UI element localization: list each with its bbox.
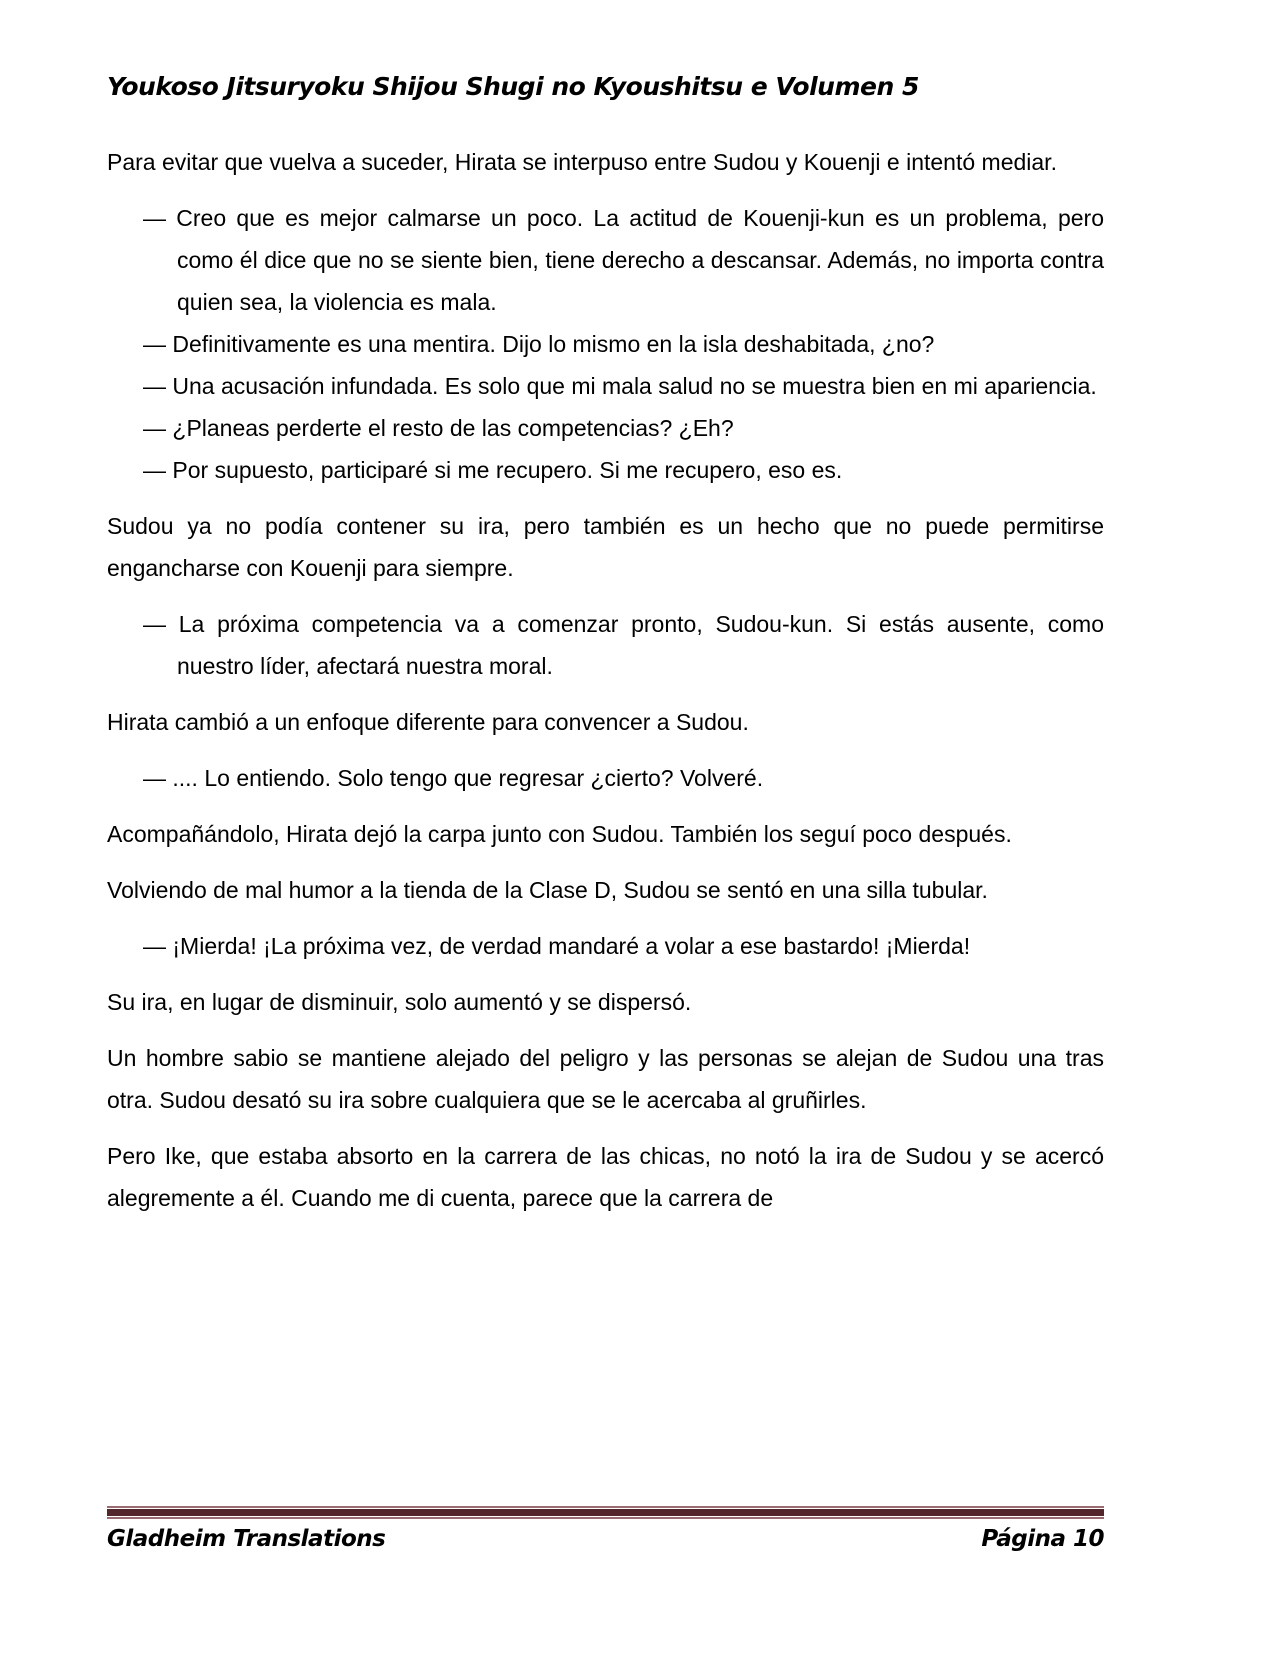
dialogue-line: — Creo que es mejor calmarse un poco. La actitud de Kouenji-kun es un problema, pero como él dice que no se siente bien, tiene derecho a descansar. Además, no importa contra quien sea, la violencia es mala. <box>143 205 1104 315</box>
dialogue-line: — Definitivamente es una mentira. Dijo lo mismo en la isla deshabitada, ¿no? <box>143 331 935 357</box>
paragraph: Volviendo de mal humor a la tienda de la Clase D, Sudou se sentó en una silla tubular. <box>107 877 988 903</box>
dialogue-line: — Una acusación infundada. Es solo que mi mala salud no se muestra bien en mi apariencia. <box>143 373 1097 399</box>
footer-page-number: Página 10 <box>981 1526 1104 1552</box>
paragraph: Pero Ike, que estaba absorto en la carrera de las chicas, no notó la ira de Sudou y se acercó alegremente a él. Cuando me di cuenta, parece que la carrera de <box>107 1143 1104 1211</box>
dialogue-group <box>107 757 1104 799</box>
dialogue-line: — Por supuesto, participaré si me recupero. Si me recupero, eso es. <box>143 457 843 483</box>
footer-rule <box>107 1506 1104 1519</box>
paragraph: Un hombre sabio se mantiene alejado del peligro y las personas se alejan de Sudou una tras otra. Sudou desató su ira sobre cualquiera que se le acercaba al gruñirles. <box>107 1045 1104 1113</box>
paragraph: Para evitar que vuelva a suceder, Hirata se interpuso entre Sudou y Kouenji e intentó mediar. <box>107 149 1057 175</box>
body-content <box>107 141 1104 1219</box>
page-footer <box>107 1506 1104 1552</box>
paragraph: Sudou ya no podía contener su ira, pero también es un hecho que no puede permitirse engancharse con Kouenji para siempre. <box>107 513 1104 581</box>
dialogue-line: — La próxima competencia va a comenzar pronto, Sudou-kun. Si estás ausente, como nuestro líder, afectará nuestra moral. <box>143 611 1104 679</box>
footer-translator: Gladheim Translations <box>107 1526 386 1552</box>
page-title: Youkoso Jitsuryoku Shijou Shugi no Kyoushitsu e Volumen 5 <box>107 72 919 101</box>
paragraph: Hirata cambió a un enfoque diferente para convencer a Sudou. <box>107 709 749 735</box>
paragraph: Acompañándolo, Hirata dejó la carpa junto con Sudou. También los seguí poco después. <box>107 821 1012 847</box>
footer-rule-light-bottom <box>107 1517 1104 1519</box>
footer-row <box>107 1526 1104 1552</box>
dialogue-line: — ¡Mierda! ¡La próxima vez, de verdad mandaré a volar a ese bastardo! ¡Mierda! <box>143 933 971 959</box>
page-content <box>107 72 1104 1233</box>
dialogue-group <box>107 197 1104 491</box>
dialogue-line: — ¿Planeas perderte el resto de las competencias? ¿Eh? <box>143 415 734 441</box>
footer-rule-dark <box>107 1509 1104 1516</box>
footer-rule-light-top <box>107 1506 1104 1508</box>
dialogue-line: — .... Lo entiendo. Solo tengo que regresar ¿cierto? Volveré. <box>143 765 764 791</box>
paragraph: Su ira, en lugar de disminuir, solo aumentó y se dispersó. <box>107 989 692 1015</box>
dialogue-group <box>107 925 1104 967</box>
dialogue-group <box>107 603 1104 687</box>
